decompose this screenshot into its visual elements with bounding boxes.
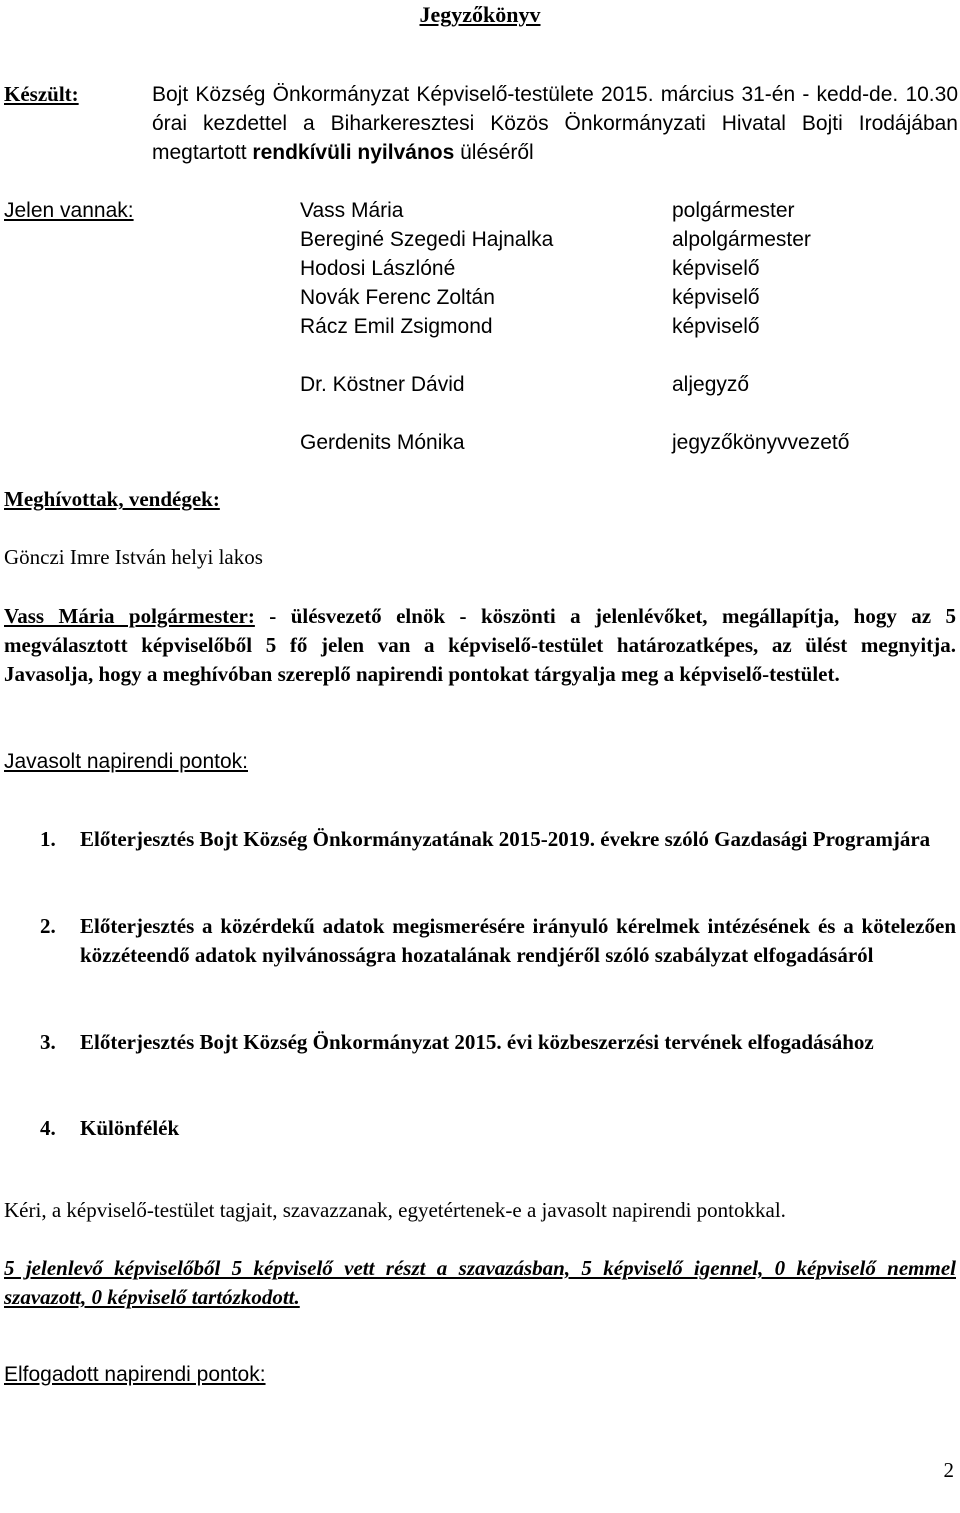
guest-name: Gönczi Imre István helyi lakos	[4, 545, 263, 569]
elfogadott-label: Elfogadott napirendi pontok:	[4, 1363, 266, 1386]
attendee-role: aljegyző	[672, 373, 750, 396]
attendee-name: Rácz Emil Zsigmond	[300, 315, 493, 338]
agenda-item: Előterjesztés Bojt Község Önkormányzatának 2015-2019. évekre szóló Gazdasági Programjára	[80, 827, 931, 851]
vote-result: 5 jelenlevő képviselőből 5 képviselő vett részt a szavazásban, 5 képviselő igennel, 0 képviselő nemmel szavazott, 0 képviselő tartózkodott.	[4, 1256, 956, 1309]
attendee-name: Novák Ferenc Zoltán	[300, 286, 495, 309]
keszult-label: Készült:	[4, 82, 79, 106]
agenda-number: 4.	[40, 1116, 56, 1140]
keszult-text-bold: rendkívüli nyilvános	[252, 141, 455, 164]
javasolt-label: Javasolt napirendi pontok:	[4, 750, 248, 773]
agenda-number: 2.	[40, 914, 56, 938]
document-title: Jegyzőkönyv	[419, 2, 541, 27]
meghivottak-label: Meghívottak, vendégek:	[4, 487, 220, 511]
agenda-item: Előterjesztés a közérdekű adatok megismerésére irányuló kérelmek intézésének és a kötelezően közzéteendő adatok nyilvánosságra hozatalának rendjéről szóló szabályzat elfogadásáról	[80, 914, 956, 967]
agenda-number: 1.	[40, 827, 56, 851]
attendee-role: jegyzőkönyvvezető	[672, 431, 850, 454]
intro-text: - ülésvezető elnök - köszönti a jelenlévőket, megállapítja, hogy az 5 megválasztott képviselőből 5 fő jelen van a képviselő-testület határozatképes, az ülést megnyitja. Javasolja, hogy a meghívóban szereplő napirendi pontokat tárgyalja meg a képviselő-testület.	[4, 604, 957, 686]
keszult-text-after: üléséről	[454, 141, 534, 164]
attendee-name: Bereginé Szegedi Hajnalka	[300, 228, 554, 251]
attendee-role: alpolgármester	[672, 228, 811, 251]
jelen-label: Jelen vannak:	[4, 199, 134, 222]
attendee-name: Gerdenits Mónika	[300, 431, 465, 454]
attendee-role: polgármester	[672, 199, 795, 222]
attendee-role: képviselő	[672, 315, 760, 338]
keszult-text	[152, 80, 958, 167]
agenda-item: Előterjesztés Bojt Község Önkormányzat 2015. évi közbeszerzési tervének elfogadásához	[80, 1030, 874, 1054]
attendee-role: képviselő	[672, 286, 760, 309]
page-number: 2	[943, 1458, 954, 1482]
attendee-name: Dr. Köstner Dávid	[300, 373, 465, 396]
agenda-number: 3.	[40, 1030, 56, 1054]
attendee-name: Hodosi Lászlóné	[300, 257, 456, 280]
keszult-text-before: Bojt Község Önkormányzat Képviselő-testülete 2015. március 31-én - kedd-de. 10.30 órai kezdettel a Biharkeresztesi Közös Önkormányzati Hivatal Bojti Irodájában megtartott	[152, 83, 958, 164]
keri-paragraph: Kéri, a képviselő-testület tagjait, szavazzanak, egyetértenek-e a javasolt napirendi pontokkal.	[4, 1198, 786, 1222]
intro-head: Vass Mária polgármester:	[4, 604, 255, 628]
agenda-item: Különfélék	[80, 1116, 180, 1140]
attendee-name: Vass Mária	[300, 199, 404, 222]
attendee-role: képviselő	[672, 257, 760, 280]
intro-paragraph	[4, 602, 956, 689]
